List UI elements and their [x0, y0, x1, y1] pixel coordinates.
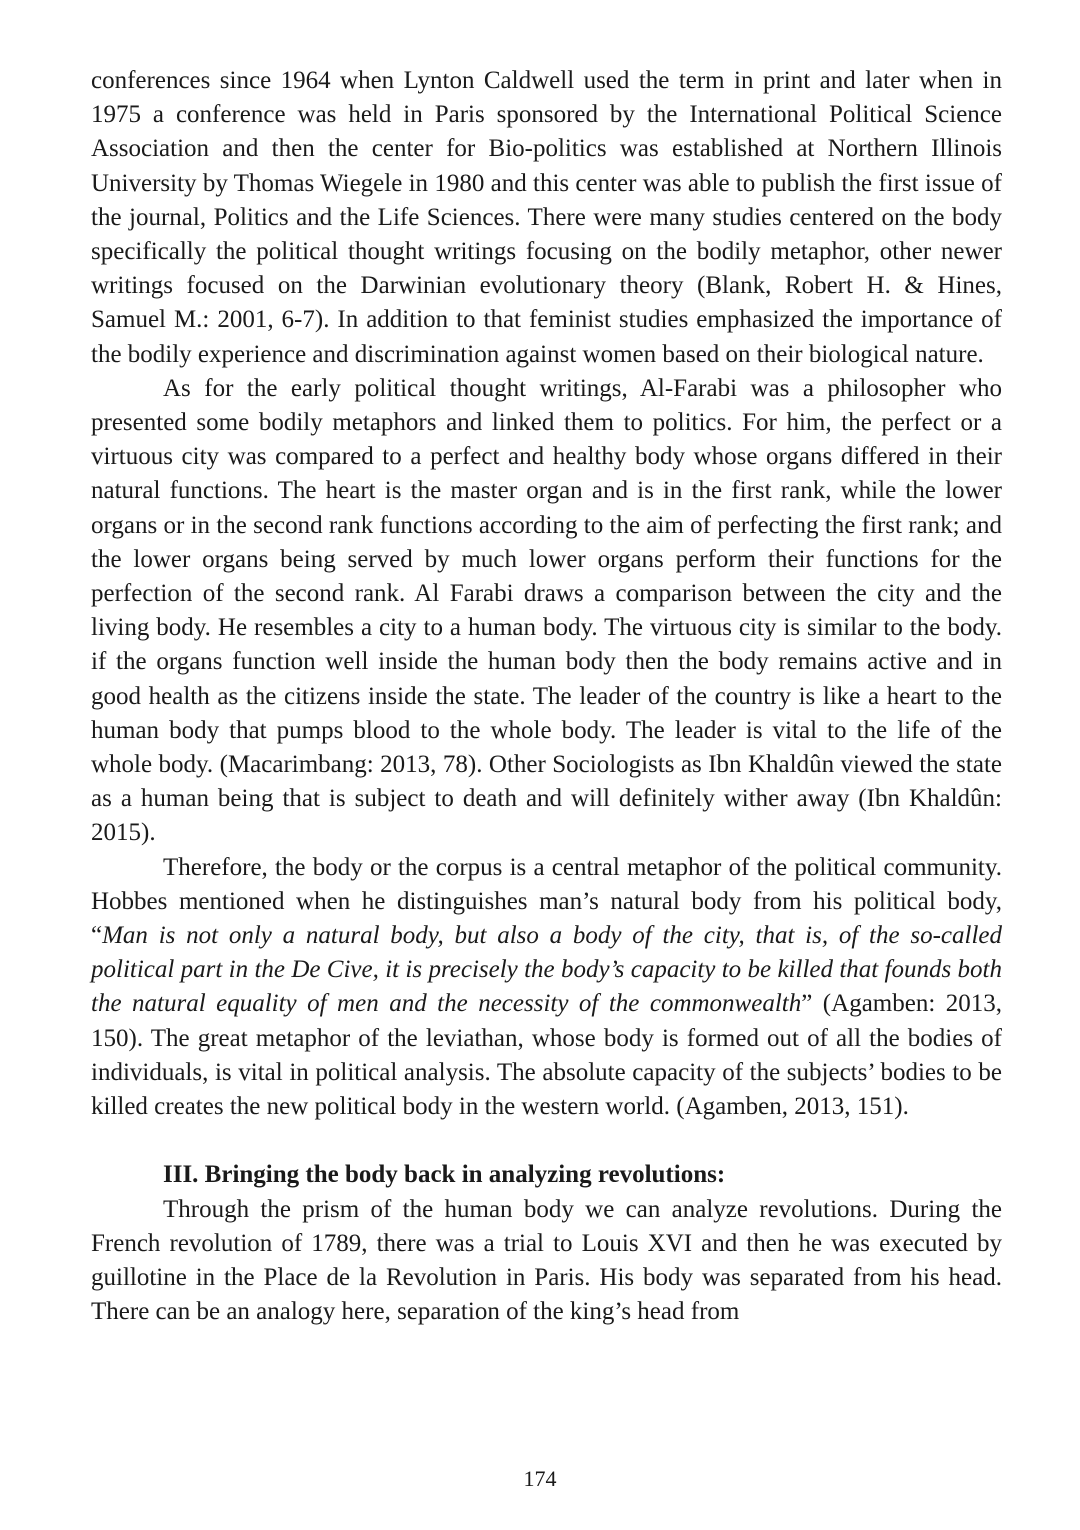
hobbes-quote: Man is not only a natural body, but also a body of the city, that is, of the so-called political part in the De Cive, it is precisely the body’s capacity to be killed that founds both the natural equality of men and the necessity of the commonwealth	[91, 922, 1002, 1018]
paragraph-3-text-before-quote: Therefore, the body or the corpus is a central metaphor of the political community. Hobbes mentioned when he distinguishes man’s natural body from his political body, “	[91, 853, 1002, 950]
section-heading: III. Bringing the body back in analyzing revolutions:	[163, 1161, 726, 1189]
paragraph-2: As for the early political thought writings, Al-Farabi was a philosopher who presented some bodily metaphors and linked them to politics. For him, the perfect or a virtuous city was compared to a perfect and healthy body whose organs differed in their natural functions. The heart is the master organ and is in the first rank, while the lower organs or in the second rank functions according to the aim of perfecting the first rank; and the lower organs being served by much lower organs perform their functions for the perfection of the second rank. Al Farabi draws a comparison between the city and the living body. He resembles a city to a human body. The virtuous city is similar to the body. if the organs function well inside the human body then the body remains active and in good health as the citizens inside the state. The leader of the country is like a heart to the human body that pumps blood to the whole body. The leader is vital to the life of the whole body. (Macarimbang: 2013, 78). Other Sociologists as Ibn Khaldûn viewed the state as a human being that is subject to death and will definitely wither away (Ibn Khaldûn: 2015).	[91, 374, 1002, 847]
paragraph-3	[91, 851, 1002, 1125]
paragraph-4: Through the prism of the human body we can analyze revolutions. During the French revolution of 1789, there was a trial to Louis XVI and then he was executed by guillotine in the Place de la Revolution in Paris. His body was separated from his head. There can be an analogy here, separation of the king’s head from	[91, 1195, 1002, 1326]
paragraph-3-text-after-quote: ” (Agamben: 2013, 150). The great metaphor of the leviathan, whose body is formed out of all the bodies of individuals, is vital in political analysis. The absolute capacity of the subjects’ bodies to be killed creates the new political body in the western world. (Agamben, 2013, 151).	[91, 990, 1003, 1121]
page-body	[91, 64, 1002, 1329]
page-number: 174	[523, 1466, 557, 1491]
paragraph-1: conferences since 1964 when Lynton Caldwell used the term in print and later when in 1975 a conference was held in Paris sponsored by the International Political Science Association and then the center for Bio-politics was established at Northern Illinois University by Thomas Wiegele in 1980 and this center was able to publish the first issue of the journal, Politics and the Life Sciences. There were many studies centered on the body specifically the political thought writings focusing on the bodily metaphor, other newer writings focused on the Darwinian evolutionary theory (Blank, Robert H. & Hines, Samuel M.: 2001, 6-7). In addition to that feminist studies emphasized the importance of the bodily experience and discrimination against women based on their biological nature.	[91, 67, 1002, 368]
